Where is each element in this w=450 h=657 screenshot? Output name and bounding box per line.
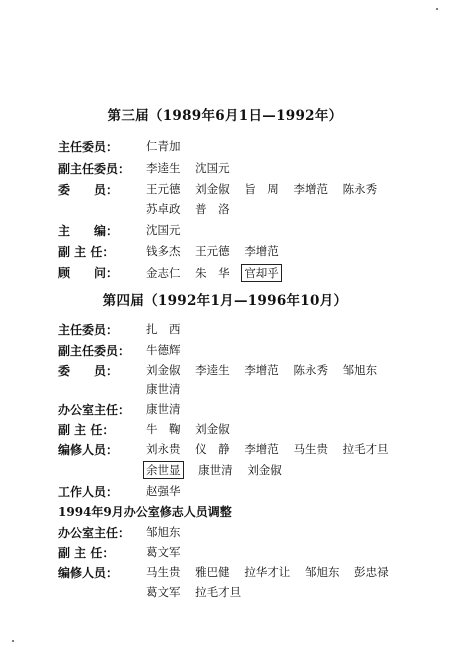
- adj-name: 邹旭东: [304, 565, 340, 579]
- s3-name: 钱多杰: [146, 244, 181, 258]
- s3-name: 朱 华: [195, 266, 230, 280]
- section-3-title: 第三届（1989年6月1日—1992年）: [107, 108, 343, 124]
- s3-name: 李增范: [244, 244, 279, 258]
- s3-name: 王元德: [195, 244, 230, 258]
- s4-name: 刘金俶: [247, 463, 282, 477]
- adj-label-deputy-director: 副 主 任：: [58, 546, 115, 560]
- s4-name: 陈永秀: [293, 363, 328, 377]
- s3-name: 普 洛: [195, 202, 230, 216]
- s3-name: 沈国元: [146, 223, 181, 237]
- adj-name: 马生贵: [146, 565, 181, 579]
- s3-name: 苏卓政: [146, 202, 181, 216]
- s3-name: 李逵生: [146, 161, 181, 175]
- s4-name: 刘金俶: [146, 363, 181, 377]
- s3-label-vice-chairman: 副主任委员：: [58, 162, 131, 176]
- s4-name: 刘永贵: [146, 442, 181, 456]
- scan-speck: [436, 8, 438, 10]
- adj-name: 邹旭东: [146, 525, 181, 539]
- s4-name: 李增范: [244, 363, 279, 377]
- s3-label-members: 委 员：: [58, 183, 119, 197]
- s4-name: 李增范: [244, 442, 279, 456]
- s3-name: 金志仁: [146, 266, 181, 280]
- s4-name: 拉毛才旦: [342, 442, 389, 456]
- adj-name: 拉华才让: [244, 565, 291, 579]
- s4-name: 康世清: [146, 402, 181, 416]
- s4-name: 刘金俶: [195, 422, 230, 436]
- adjustment-heading: 1994年9月办公室修志人员调整: [58, 505, 232, 519]
- s4-name: 赵强华: [146, 484, 181, 498]
- s3-name: 仁青加: [146, 139, 181, 153]
- section-4-title: 第四届（1992年1月—1996年10月）: [102, 293, 348, 309]
- s4-name: 马生贵: [293, 442, 328, 456]
- s4-label-members: 委 员：: [58, 364, 119, 378]
- s4-name: 康世清: [146, 382, 181, 396]
- s4-name: 扎 西: [146, 322, 181, 336]
- s4-name: 牛德辉: [146, 343, 181, 357]
- s3-name: 陈永秀: [342, 182, 378, 196]
- s4-label-chairman: 主任委员：: [58, 323, 119, 337]
- s4-name: 仪 静: [195, 442, 230, 456]
- s4-name: 邹旭东: [342, 363, 378, 377]
- adj-name: 彭忠禄: [354, 565, 389, 579]
- s3-name: 李增范: [293, 182, 328, 196]
- s3-label-editor: 主 编：: [58, 224, 119, 238]
- s4-name: 李逵生: [195, 363, 230, 377]
- adj-name: 拉毛才旦: [195, 585, 242, 599]
- s4-label-staff: 工作人员：: [58, 485, 119, 499]
- s3-label-advisors: 顾 问：: [58, 266, 119, 280]
- adj-name: 葛文军: [146, 585, 181, 599]
- s3-name: 刘金俶: [195, 182, 230, 196]
- s4-label-editors: 编修人员：: [58, 443, 119, 457]
- s4-name: 牛 鞠: [146, 422, 181, 436]
- s4-label-vice-chairman: 副主任委员：: [58, 344, 131, 358]
- s4-name: 康世清: [198, 463, 233, 477]
- s4-label-deputy-director: 副 主 任：: [58, 423, 115, 437]
- s4-name-boxed: 余世显: [143, 461, 184, 479]
- adj-label-office-director: 办公室主任：: [58, 526, 131, 540]
- adj-name: 雅巴健: [195, 565, 230, 579]
- adj-name: 葛文军: [146, 545, 181, 559]
- s3-name: 旨 周: [244, 182, 279, 196]
- s3-label-deputy-director: 副 主 任：: [58, 245, 115, 259]
- s3-name: 沈国元: [195, 161, 230, 175]
- s3-name: 王元德: [146, 182, 181, 196]
- s3-label-chairman: 主任委员：: [58, 140, 119, 154]
- adj-label-editors: 编修人员：: [58, 566, 119, 580]
- s4-label-office-director: 办公室主任：: [58, 403, 131, 417]
- s3-name-boxed: 官却乎: [241, 264, 282, 282]
- scan-speck: [12, 640, 14, 642]
